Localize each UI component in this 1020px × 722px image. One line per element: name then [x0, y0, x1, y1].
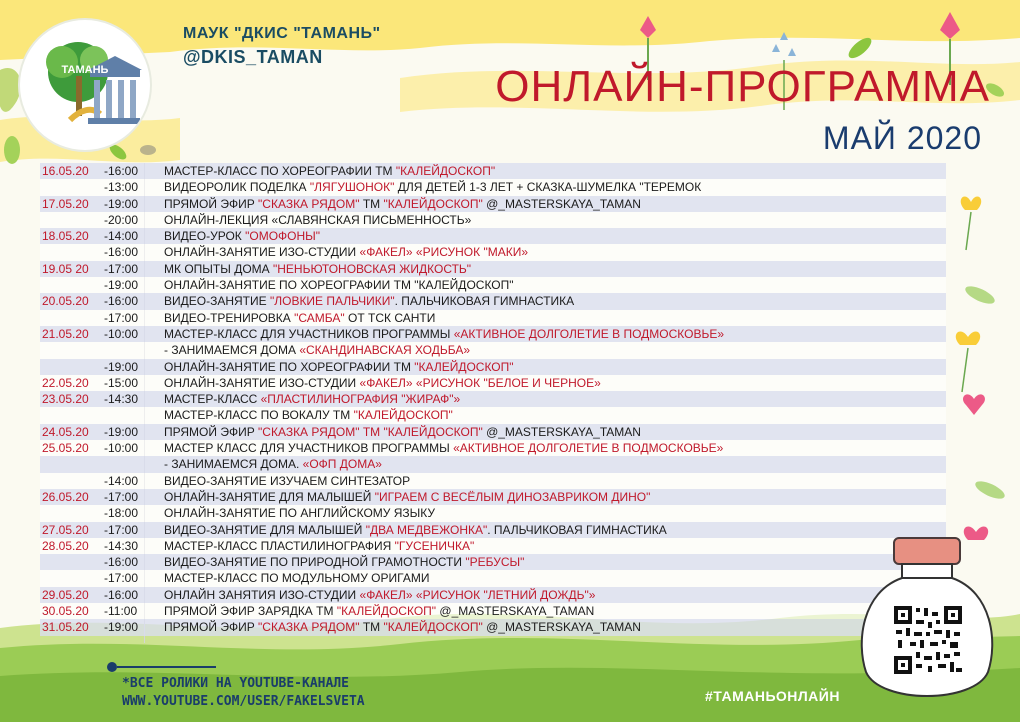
event-highlight: «АКТИВНОЕ ДОЛГОЛЕТИЕ В ПОДМОСКОВЬЕ»	[453, 441, 724, 456]
event-text: @_MASTERSKAYA_TAMAN	[482, 196, 641, 211]
schedule-row	[40, 277, 946, 293]
schedule-row	[40, 407, 946, 423]
schedule-time: -10:00	[104, 326, 139, 341]
event-text: . ПАЛЬЧИКОВАЯ ГИМНАСТИКА	[487, 522, 667, 537]
event-text: МАСТЕР-КЛАСС ПЛАСТИЛИНОГРАФИЯ	[164, 538, 395, 553]
hashtag: #ТАМАНЬОНЛАЙН	[705, 688, 840, 704]
event-highlight: "КАЛЕЙДОСКОП"	[383, 196, 483, 211]
schedule-row	[40, 228, 946, 244]
schedule-event	[160, 554, 524, 570]
event-text: ВИДЕОРОЛИК ПОДЕЛКА	[164, 180, 310, 195]
schedule-date	[40, 310, 104, 326]
schedule-event	[160, 424, 641, 440]
schedule-row	[40, 603, 946, 619]
schedule-time: -17:00	[104, 571, 139, 586]
event-highlight: "ЛЯГУШОНОК"	[309, 180, 395, 195]
event-text: ТМ	[359, 620, 384, 635]
schedule-row	[40, 570, 946, 586]
schedule-date	[40, 473, 104, 489]
event-highlight: "КАЛЕЙДОСКОП"	[383, 620, 483, 635]
schedule-time: -15:00	[104, 375, 139, 390]
schedule-row	[40, 244, 946, 260]
schedule-time	[104, 456, 160, 472]
event-text: . ПАЛЬЧИКОВАЯ ГИМНАСТИКА	[394, 294, 575, 309]
event-highlight: "СКАЗКА РЯДОМ"	[258, 620, 360, 635]
event-text: ВИДЕО-ЗАНЯТИЕ ДЛЯ МАЛЫШЕЙ	[164, 522, 366, 537]
schedule-date: 24.05.20	[42, 424, 89, 439]
schedule-event	[160, 489, 650, 505]
footer-line-1: *ВСЕ РОЛИКИ НА YOUTUBE-КАНАЛЕ	[122, 676, 349, 691]
schedule-event	[160, 359, 514, 375]
event-text: МК ОПЫТЫ ДОМА	[164, 261, 273, 276]
schedule-time: -16:00	[104, 555, 139, 570]
schedule-event	[160, 570, 429, 586]
schedule-date: 19.05 20	[42, 261, 89, 276]
event-text: ОНЛАЙН-ЗАНЯТИЕ ПО ХОРЕОГРАФИИ ТМ	[164, 359, 415, 374]
event-text: МАСТЕР-КЛАСС ПО ХОРЕОГРАФИИ ТМ	[164, 164, 396, 178]
schedule-date	[40, 359, 104, 375]
event-text: ВИДЕО-УРОК	[164, 229, 246, 244]
event-text: ОНЛАЙН-ЛЕКЦИЯ «СЛАВЯНСКАЯ ПИСЬМЕННОСТЬ»	[164, 212, 472, 227]
schedule-event	[160, 375, 601, 391]
schedule-date	[40, 277, 104, 293]
schedule-date: 16.05.20	[42, 164, 89, 178]
schedule-event	[160, 440, 723, 456]
schedule-time: -20:00	[104, 212, 139, 227]
schedule-row	[40, 522, 946, 538]
schedule-row	[40, 196, 946, 212]
event-text: ПРЯМОЙ ЭФИР	[164, 620, 259, 635]
schedule-date: 26.05.20	[42, 489, 89, 504]
schedule-event	[160, 538, 474, 554]
youtube-link[interactable]: WWW.YOUTUBE.COM/USER/FAKELSVETA	[122, 694, 365, 709]
schedule-time: -17:00	[104, 489, 139, 504]
organization-block	[183, 25, 381, 68]
event-highlight: «ФАКЕЛ» «РИСУНОК "МАКИ»	[359, 245, 528, 260]
event-highlight: «ФАКЕЛ» «РИСУНОК "ЛЕТНИЙ ДОЖДЬ"»	[359, 587, 596, 602]
schedule-event	[160, 293, 574, 309]
schedule-event	[160, 244, 528, 260]
event-highlight: "НЕНЬЮТОНОВСКАЯ ЖИДКОСТЬ"	[272, 261, 472, 276]
logo	[20, 20, 150, 150]
schedule-row	[40, 505, 946, 521]
footer-note	[122, 676, 365, 709]
schedule-row	[40, 587, 946, 603]
schedule-date: 17.05.20	[42, 196, 89, 211]
schedule-row	[40, 489, 946, 505]
event-text: ОНЛАЙН-ЗАНЯТИЕ ПО АНГЛИЙСКОМУ ЯЗЫКУ	[164, 506, 436, 521]
event-text: ОТ ТСК САНТИ	[344, 310, 436, 325]
schedule-time: -14:30	[104, 392, 139, 407]
schedule-event	[160, 587, 595, 603]
schedule-row	[40, 163, 946, 179]
schedule-time	[104, 342, 160, 358]
schedule-time: -17:00	[104, 261, 139, 276]
schedule-time: -19:00	[104, 424, 139, 439]
schedule-row	[40, 456, 946, 472]
schedule-row	[40, 440, 946, 456]
schedule-event	[160, 407, 453, 423]
event-text: ОНЛАЙН-ЗАНЯТИЕ ИЗО-СТУДИИ	[164, 245, 360, 260]
event-highlight: "ИГРАЕМ С ВЕСЁЛЫМ ДИНОЗАВРИКОМ ДИНО"	[374, 489, 651, 504]
schedule-time: -14:30	[104, 538, 139, 553]
schedule-row	[40, 310, 946, 326]
schedule-event	[160, 473, 410, 489]
schedule-event	[160, 179, 701, 195]
schedule-time: -17:00	[104, 522, 139, 537]
event-highlight: "КАЛЕЙДОСКОП"	[353, 408, 453, 423]
schedule-row	[40, 359, 946, 375]
event-text: @_MASTERSKAYA_TAMAN	[436, 604, 595, 619]
schedule-event	[160, 522, 667, 538]
schedule-date	[40, 407, 104, 423]
schedule-time: -19:00	[104, 278, 139, 293]
schedule-event	[160, 456, 382, 472]
event-text: @_MASTERSKAYA_TAMAN	[482, 620, 641, 635]
event-highlight: "САМБА"	[294, 310, 345, 325]
event-text: @_MASTERSKAYA_TAMAN	[482, 424, 641, 439]
event-highlight: «ФАКЕЛ» «РИСУНОК "БЕЛОЕ И ЧЕРНОЕ»	[359, 375, 601, 390]
schedule-row	[40, 261, 946, 277]
event-text: ВИДЕО-ТРЕНИРОВКА	[164, 310, 295, 325]
event-text: ПРЯМОЙ ЭФИР	[164, 424, 259, 439]
event-text: ОНЛАЙН-ЗАНЯТИЕ ПО ХОРЕОГРАФИИ ТМ "КАЛЕЙДОСКОП"	[164, 278, 514, 293]
event-highlight: "ЛОВКИЕ ПАЛЬЧИКИ"	[269, 294, 395, 309]
schedule-time: -11:00	[104, 604, 138, 619]
schedule-row	[40, 326, 946, 342]
schedule-row	[40, 212, 946, 228]
schedule-date: 21.05.20	[42, 326, 89, 341]
schedule-date	[40, 179, 104, 195]
schedule-row	[40, 179, 946, 195]
event-highlight: "РЕБУСЫ"	[465, 555, 525, 570]
event-highlight: "КАЛЕЙДОСКОП"	[336, 604, 437, 619]
schedule-row	[40, 293, 946, 309]
schedule-time: -18:00	[104, 506, 139, 521]
schedule-date	[40, 570, 104, 586]
bullet-decoration-icon	[106, 661, 216, 673]
schedule-event	[160, 326, 724, 342]
schedule-row	[40, 473, 946, 489]
schedule-event	[160, 163, 495, 179]
schedule-date: 22.05.20	[42, 375, 89, 390]
event-highlight: "СКАЗКА РЯДОМ" ТМ "КАЛЕЙДОСКОП"	[258, 424, 483, 439]
event-highlight: «АКТИВНОЕ ДОЛГОЛЕТИЕ В ПОДМОСКОВЬЕ»	[453, 326, 725, 341]
organization-handle: @DKIS_TAMAN	[183, 47, 323, 67]
schedule-table	[40, 163, 946, 636]
event-text: ДЛЯ ДЕТЕЙ 1-3 ЛЕТ + СКАЗКА-ШУМЕЛКА "ТЕРЕМОК	[394, 180, 702, 195]
organization-name: МАУК "ДКИС "ТАМАНЬ"	[183, 25, 381, 42]
event-text: ОНЛАЙН-ЗАНЯТИЕ ДЛЯ МАЛЫШЕЙ	[164, 489, 375, 504]
schedule-event	[160, 310, 435, 326]
event-text: ВИДЕО-ЗАНЯТИЕ	[164, 294, 270, 309]
schedule-row	[40, 554, 946, 570]
event-text: ПРЯМОЙ ЭФИР ЗАРЯДКА ТМ	[164, 604, 337, 619]
schedule-event	[160, 505, 435, 521]
schedule-event	[160, 619, 641, 635]
schedule-date: 30.05.20	[42, 604, 89, 619]
event-highlight: «СКАНДИНАВСКАЯ ХОДЬБА»	[299, 343, 470, 358]
event-text: МАСТЕР-КЛАСС	[164, 392, 261, 407]
event-highlight: "КАЛЕЙДОСКОП"	[395, 164, 496, 178]
schedule-date	[40, 212, 104, 228]
schedule-time: -14:00	[104, 229, 139, 244]
schedule-time: -10:00	[104, 441, 139, 456]
schedule-date: 27.05.20	[42, 522, 89, 537]
schedule-row	[40, 424, 946, 440]
schedule-date: 29.05.20	[42, 587, 89, 602]
schedule-time: -19:00	[104, 359, 139, 374]
schedule-date: 31.05.20	[42, 620, 89, 635]
schedule-date: 18.05.20	[42, 229, 89, 244]
event-text: - ЗАНИМАЕМСЯ ДОМА.	[164, 457, 303, 472]
event-text: МАСТЕР КЛАСС ДЛЯ УЧАСТНИКОВ ПРОГРАММЫ	[164, 441, 454, 456]
schedule-time	[104, 407, 160, 423]
schedule-time: -16:00	[104, 294, 139, 309]
schedule-date	[40, 505, 104, 521]
page-title: ОНЛАЙН-ПРОГРАММА	[495, 62, 990, 111]
schedule-date	[40, 456, 104, 472]
event-highlight: "ОМОФОНЫ"	[245, 229, 321, 244]
event-text: МАСТЕР-КЛАСС ДЛЯ УЧАСТНИКОВ ПРОГРАММЫ	[164, 326, 454, 341]
event-highlight: "СКАЗКА РЯДОМ"	[258, 196, 360, 211]
schedule-date: 20.05.20	[42, 294, 89, 309]
event-highlight: «ПЛАСТИЛИНОГРАФИЯ "ЖИРАФ"»	[260, 392, 461, 407]
schedule-event	[160, 212, 471, 228]
schedule-date: 23.05.20	[42, 392, 89, 407]
schedule-date: 28.05.20	[42, 538, 89, 553]
jar-illustration	[852, 532, 1002, 712]
schedule-time: -17:00	[104, 310, 139, 325]
event-highlight: «ОФП ДОМА»	[302, 457, 382, 472]
schedule-row	[40, 391, 946, 407]
schedule-time: -19:00	[104, 196, 139, 211]
schedule-date	[40, 244, 104, 260]
schedule-event	[160, 391, 460, 407]
schedule-event	[160, 261, 471, 277]
event-highlight: "ГУСЕНИЧКА"	[394, 538, 475, 553]
schedule-time: -14:00	[104, 473, 139, 488]
page-subtitle: МАЙ 2020	[822, 120, 982, 156]
schedule-time: -16:00	[104, 245, 139, 260]
schedule-event	[160, 277, 514, 293]
event-text: ВИДЕО-ЗАНЯТИЕ ПО ПРИРОДНОЙ ГРАМОТНОСТИ	[164, 555, 466, 570]
event-text: ОНЛАЙН-ЗАНЯТИЕ ИЗО-СТУДИИ	[164, 375, 360, 390]
event-text: ТМ	[359, 196, 384, 211]
schedule-date: 25.05.20	[42, 441, 89, 456]
schedule-row	[40, 342, 946, 358]
schedule-event	[160, 228, 320, 244]
schedule-date	[40, 342, 104, 358]
schedule-time: -16:00	[104, 587, 139, 602]
schedule-row	[40, 538, 946, 554]
event-text: ОНЛАЙН ЗАНЯТИЯ ИЗО-СТУДИИ	[164, 587, 360, 602]
schedule-event	[160, 603, 594, 619]
schedule-date	[40, 554, 104, 570]
schedule-time: -16:00	[104, 164, 139, 178]
event-text: - ЗАНИМАЕМСЯ ДОМА	[164, 343, 300, 358]
event-text: МАСТЕР-КЛАСС ПО ВОКАЛУ ТМ	[164, 408, 354, 423]
event-text: ВИДЕО-ЗАНЯТИЕ ИЗУЧАЕМ СИНТЕЗАТОР	[164, 473, 411, 488]
event-highlight: "ДВА МЕДВЕЖОНКА"	[365, 522, 488, 537]
schedule-row	[40, 619, 946, 635]
schedule-time: -19:00	[104, 620, 139, 635]
schedule-time: -13:00	[104, 180, 139, 195]
logo-text: ТАМАНЬ	[61, 64, 109, 76]
event-highlight: "КАЛЕЙДОСКОП"	[414, 359, 514, 374]
schedule-row	[40, 375, 946, 391]
schedule-event	[160, 342, 470, 358]
event-text: МАСТЕР-КЛАСС ПО МОДУЛЬНОМУ ОРИГАМИ	[164, 571, 430, 586]
schedule-event	[160, 196, 641, 212]
event-text: ПРЯМОЙ ЭФИР	[164, 196, 259, 211]
